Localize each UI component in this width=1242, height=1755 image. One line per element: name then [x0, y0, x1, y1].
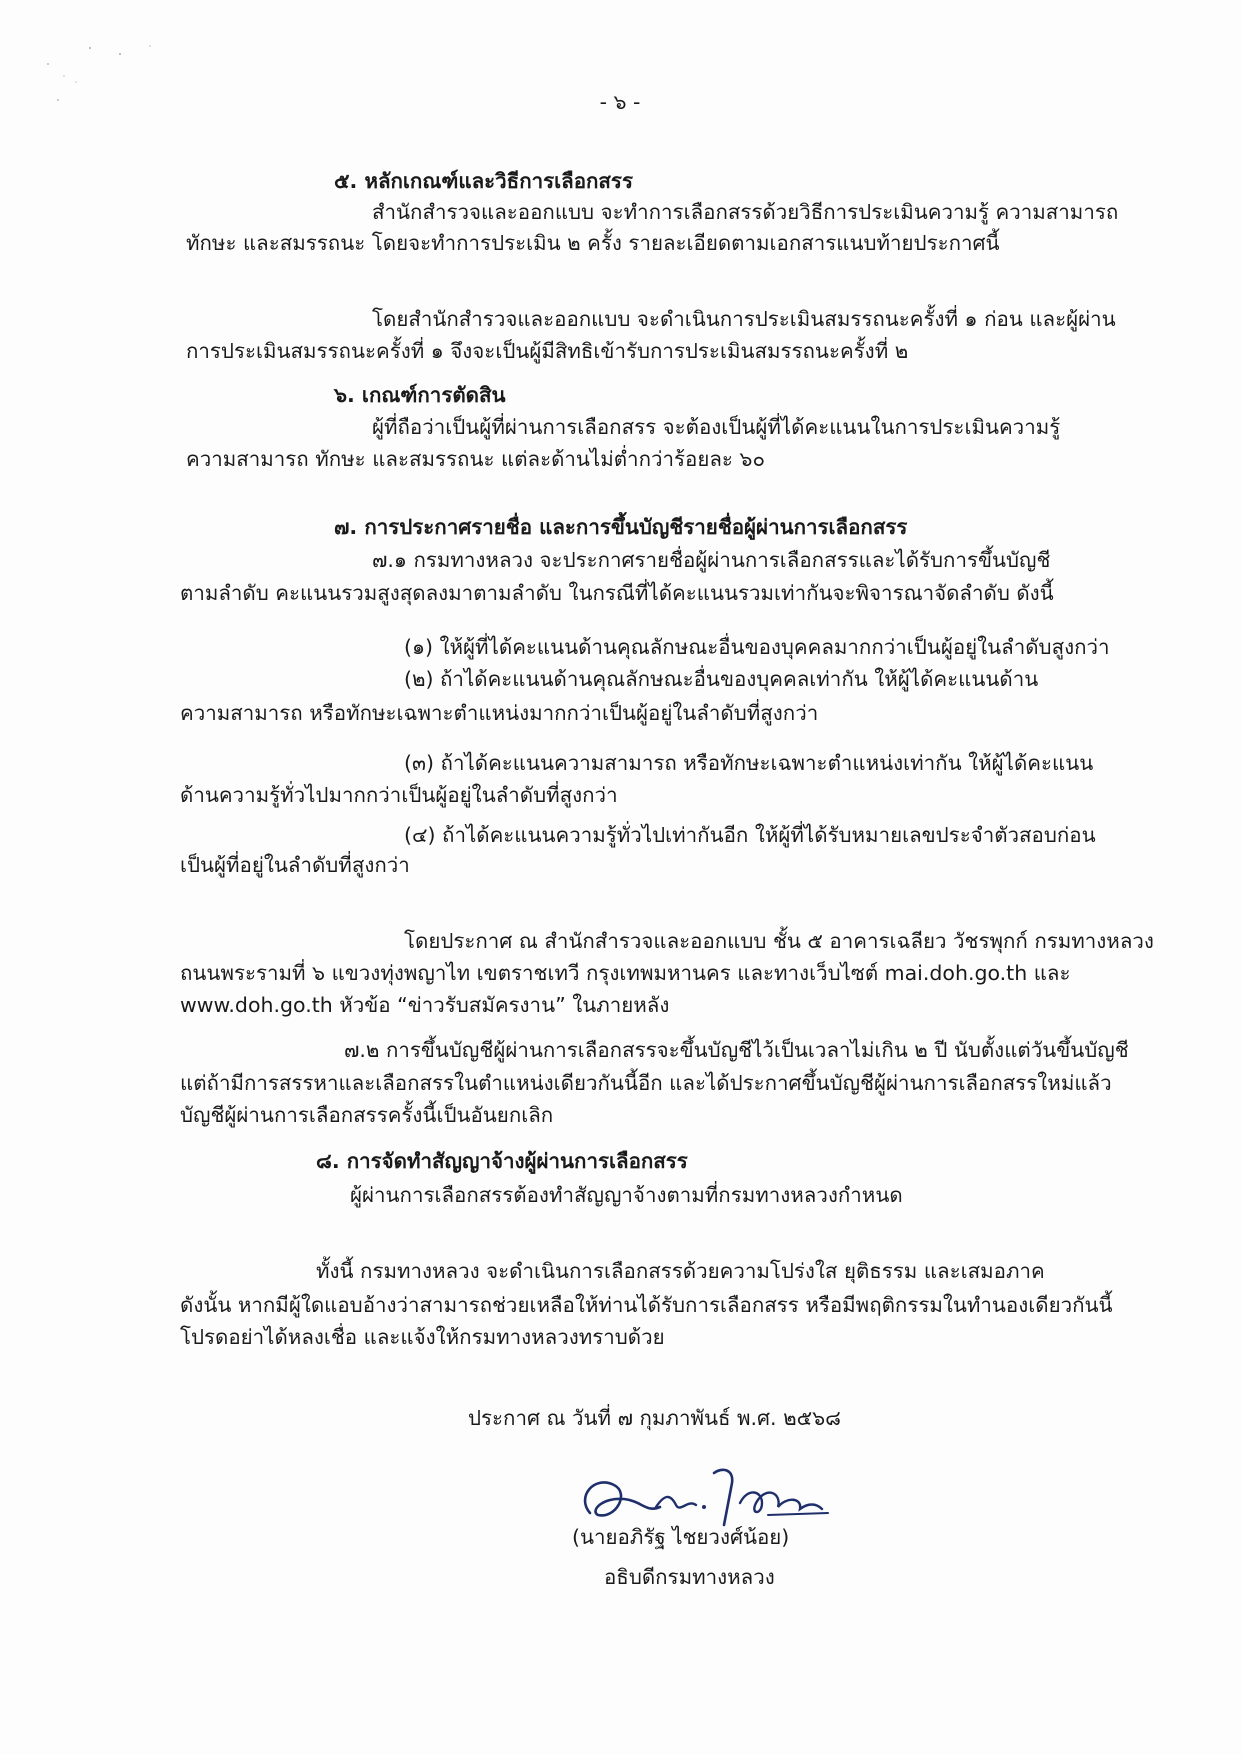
- section-7-heading: ๗. การประกาศรายชื่อ และการขึ้นบัญชีรายชื่อผู้ผ่านการเลือกสรร: [334, 515, 908, 539]
- section-7-item-3: (๓) ถ้าได้คะแนนความสามารถ หรือทักษะเฉพาะตำแหน่งเท่ากัน ให้ผู้ได้คะแนน: [404, 751, 1094, 775]
- signer-title: อธิบดีกรมทางหลวง: [604, 1565, 775, 1589]
- section-5-line-2: ทักษะ และสมรรถนะ โดยจะทำการประเมิน ๒ ครั้ง รายละเอียดตามเอกสารแนบท้ายประกาศนี้: [186, 231, 1000, 255]
- section-7-item-1: (๑) ให้ผู้ที่ได้คะแนนด้านคุณลักษณะอื่นของบุคคลมากกว่าเป็นผู้อยู่ในลำดับสูงกว่า: [404, 635, 1110, 659]
- section-5-heading: ๕. หลักเกณฑ์และวิธีการเลือกสรร: [334, 169, 633, 193]
- closing-line-2: ดังนั้น หากมีผู้ใดแอบอ้างว่าสามารถช่วยเหลือให้ท่านได้รับการเลือกสรร หรือมีพฤติกรรมในทำนองเดียวกันนี้: [180, 1293, 1113, 1317]
- section-7-2-line-2: แต่ถ้ามีการสรรหาและเลือกสรรในตำแหน่งเดียวกันนี้อีก และได้ประกาศขึ้นบัญชีผู้ผ่านการเลือกสรรใหม่แล้ว: [180, 1071, 1112, 1095]
- scan-specks: [40, 40, 180, 120]
- section-7-announce-3: www.doh.go.th หัวข้อ “ข่าวรับสมัครงาน” ในภายหลัง: [180, 993, 670, 1017]
- section-7-2-line-3: บัญชีผู้ผ่านการเลือกสรรครั้งนี้เป็นอันยกเลิก: [180, 1103, 554, 1127]
- section-5-line-1: สำนักสำรวจและออกแบบ จะทำการเลือกสรรด้วยวิธีการประเมินความรู้ ความสามารถ: [372, 200, 1119, 224]
- section-7-item-2: (๒) ถ้าได้คะแนนด้านคุณลักษณะอื่นของบุคคลเท่ากัน ให้ผู้ได้คะแนนด้าน: [404, 667, 1039, 691]
- section-7-item-4-cont: เป็นผู้ที่อยู่ในลำดับที่สูงกว่า: [180, 853, 410, 877]
- section-6-line-1: ผู้ที่ถือว่าเป็นผู้ที่ผ่านการเลือกสรร จะต้องเป็นผู้ที่ได้คะแนนในการประเมินความรู้: [372, 415, 1061, 439]
- section-8-heading: ๘. การจัดทำสัญญาจ้างผู้ผ่านการเลือกสรร: [316, 1149, 688, 1173]
- closing-line-1: ทั้งนี้ กรมทางหลวง จะดำเนินการเลือกสรรด้วยความโปร่งใส ยุติธรรม และเสมอภาค: [316, 1259, 1045, 1283]
- section-5-line-4: การประเมินสมรรถนะครั้งที่ ๑ จึงจะเป็นผู้มีสิทธิเข้ารับการประเมินสมรรถนะครั้งที่ ๒: [186, 339, 909, 363]
- section-8-line-1: ผู้ผ่านการเลือกสรรต้องทำสัญญาจ้างตามที่กรมทางหลวงกำหนด: [350, 1183, 903, 1207]
- section-7-announce-2: ถนนพระรามที่ ๖ แขวงทุ่งพญาไท เขตราชเทวี กรุงเทพมหานคร และทางเว็บไซต์ mai.doh.go.th และ: [180, 961, 1071, 985]
- closing-line-3: โปรดอย่าได้หลงเชื่อ และแจ้งให้กรมทางหลวงทราบด้วย: [180, 1325, 665, 1349]
- signer-name: (นายอภิรัฐ ไชยวงศ์น้อย): [572, 1525, 790, 1549]
- section-7-2-line-1: ๗.๒ การขึ้นบัญชีผู้ผ่านการเลือกสรรจะขึ้นบัญชีไว้เป็นเวลาไม่เกิน ๒ ปี นับตั้งแต่วันขึ้นบัญชี: [344, 1038, 1129, 1062]
- announce-date: ประกาศ ณ วันที่ ๗ กุมภาพันธ์ พ.ศ. ๒๕๖๘: [468, 1406, 841, 1430]
- section-7-announce-1: โดยประกาศ ณ สำนักสำรวจและออกแบบ ชั้น ๕ อาคารเฉลียว วัชรพุกก์ กรมทางหลวง: [404, 929, 1154, 953]
- section-7-item-3-cont: ด้านความรู้ทั่วไปมากกว่าเป็นผู้อยู่ในลำดับที่สูงกว่า: [180, 783, 618, 807]
- page-number: - ๖ -: [599, 90, 641, 114]
- section-7-item-2-cont: ความสามารถ หรือทักษะเฉพาะตำแหน่งมากกว่าเป็นผู้อยู่ในลำดับที่สูงกว่า: [180, 701, 819, 725]
- section-6-line-2: ความสามารถ ทักษะ และสมรรถนะ แต่ละด้านไม่ต่ำกว่าร้อยละ ๖๐: [186, 447, 765, 471]
- section-7-line-1: ๗.๑ กรมทางหลวง จะประกาศรายชื่อผู้ผ่านการเลือกสรรและได้รับการขึ้นบัญชี: [372, 548, 1051, 572]
- section-7-line-2: ตามลำดับ คะแนนรวมสูงสุดลงมาตามลำดับ ในกรณีที่ได้คะแนนรวมเท่ากันจะพิจารณาจัดลำดับ ดังนี้: [180, 581, 1054, 605]
- section-6-heading: ๖. เกณฑ์การตัดสิน: [334, 383, 506, 407]
- section-5-line-3: โดยสำนักสำรวจและออกแบบ จะดำเนินการประเมินสมรรถนะครั้งที่ ๑ ก่อน และผู้ผ่าน: [372, 307, 1116, 331]
- section-7-item-4: (๔) ถ้าได้คะแนนความรู้ทั่วไปเท่ากันอีก ให้ผู้ที่ได้รับหมายเลขประจำตัวสอบก่อน: [404, 823, 1096, 847]
